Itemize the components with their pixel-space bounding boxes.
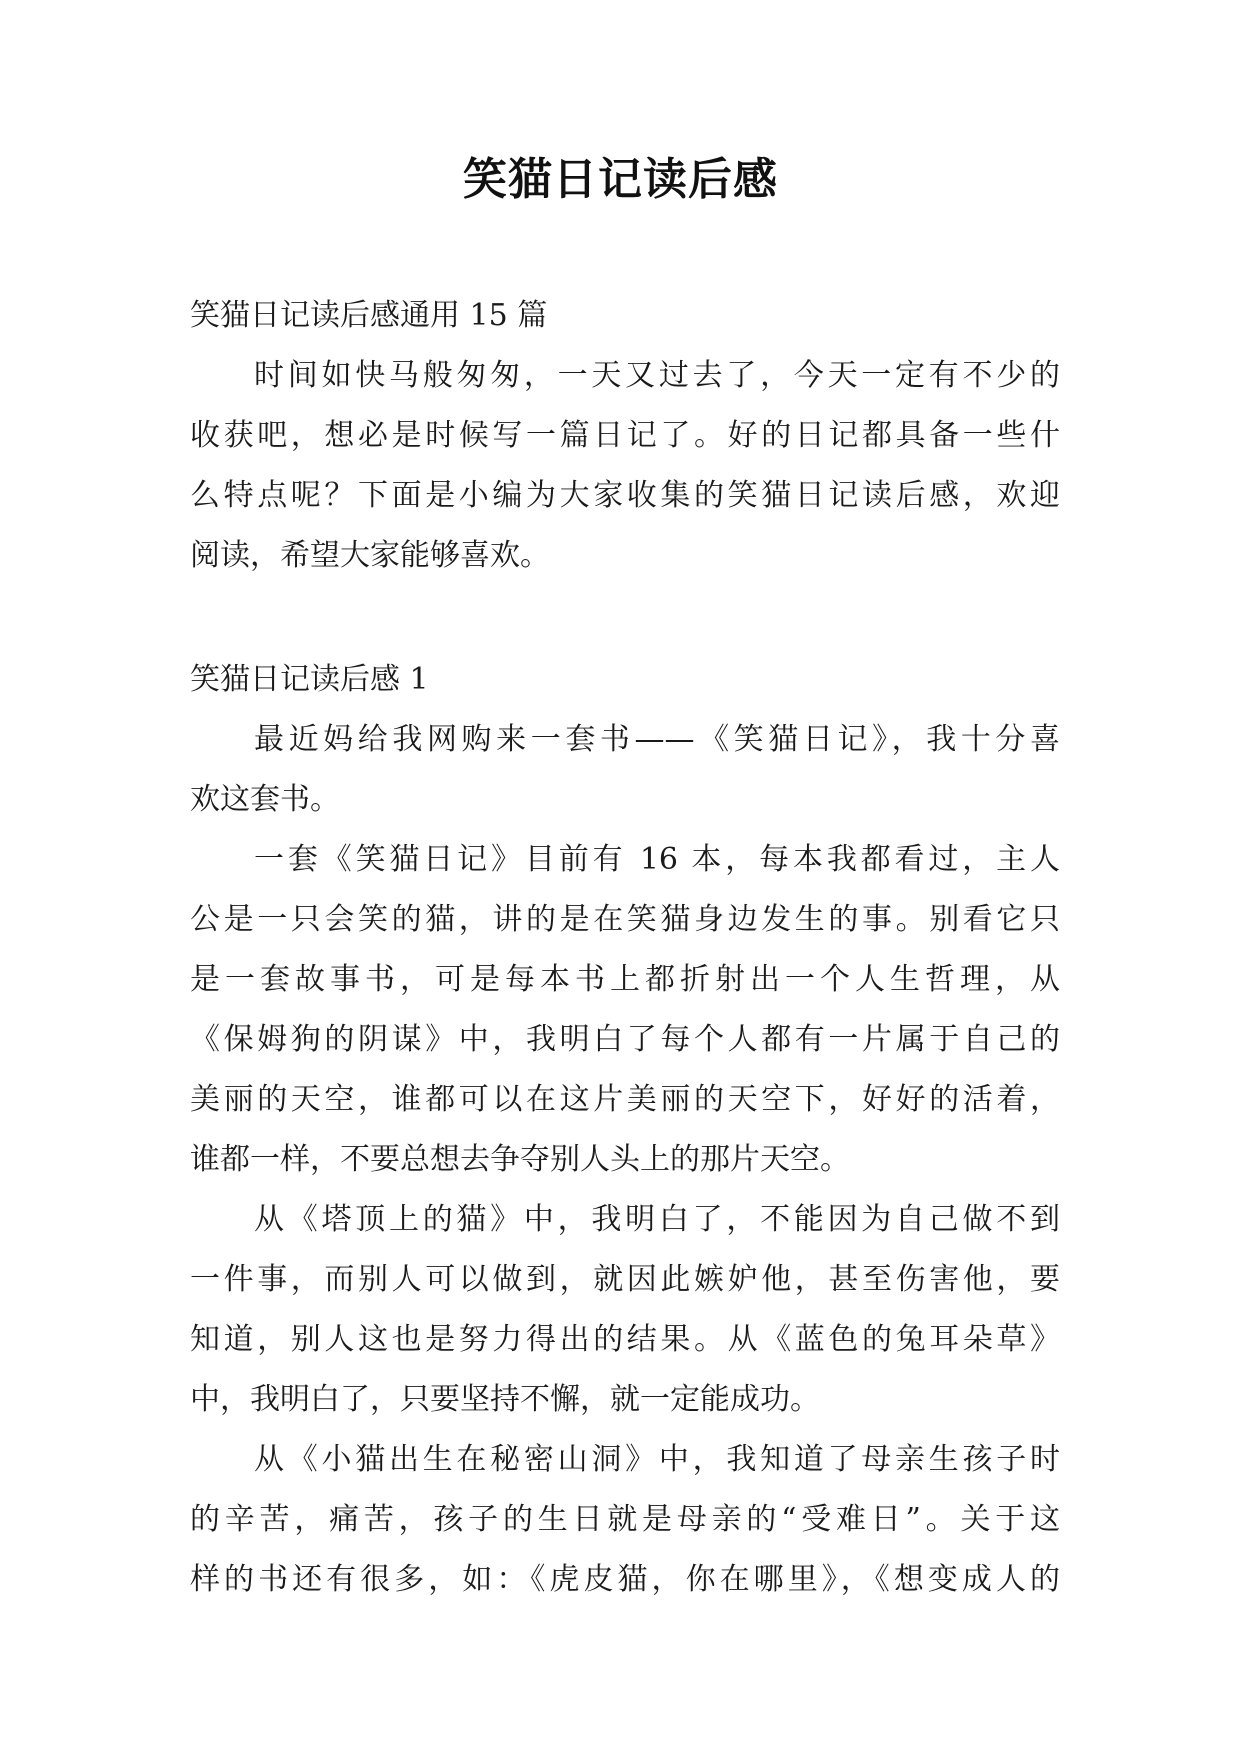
paragraph-line: 的辛苦，痛苦，孩子的生日就是母亲的“受难日”。关于这	[190, 1502, 1060, 1537]
paragraph-line: 中，我明白了，只要坚持不懈，就一定能成功。	[190, 1382, 820, 1417]
intro-line: 阅读，希望大家能够喜欢。	[190, 538, 550, 573]
document-subtitle: 笑猫日记读后感通用 15 篇	[190, 298, 548, 333]
paragraph-line: 一件事，而别人可以做到，就因此嫉妒他，甚至伤害他，要	[190, 1262, 1060, 1297]
intro-line: 时间如快马般匆匆，一天又过去了，今天一定有不少的	[254, 358, 1060, 393]
paragraph-line: 从《塔顶上的猫》中，我明白了，不能因为自己做不到	[254, 1202, 1060, 1237]
paragraph-line: 公是一只会笑的猫，讲的是在笑猫身边发生的事。别看它只	[190, 902, 1060, 937]
paragraph-line: 谁都一样，不要总想去争夺别人头上的那片天空。	[190, 1142, 850, 1177]
paragraph-gap	[190, 586, 1060, 650]
paragraph-line: 最近妈给我网购来一套书——《笑猫日记》，我十分喜	[254, 722, 1060, 757]
paragraph-line: 美丽的天空，谁都可以在这片美丽的天空下，好好的活着，	[190, 1082, 1060, 1117]
intro-line: 么特点呢？下面是小编为大家收集的笑猫日记读后感，欢迎	[190, 478, 1060, 513]
intro-line: 收获吧，想必是时候写一篇日记了。好的日记都具备一些什	[190, 418, 1060, 453]
paragraph-line: 一套《笑猫日记》目前有 16 本，每本我都看过，主人	[254, 842, 1060, 877]
paragraph-line: 样的书还有很多，如：《虎皮猫，你在哪里》，《想变成人的	[190, 1562, 1060, 1597]
paragraph-line: 欢这套书。	[190, 782, 340, 817]
paragraph-line: 《保姆狗的阴谋》中，我明白了每个人都有一片属于自己的	[190, 1022, 1060, 1057]
document-title: 笑猫日记读后感	[463, 154, 778, 205]
paragraph-line: 知道，别人这也是努力得出的结果。从《蓝色的兔耳朵草》	[190, 1322, 1060, 1357]
document-body	[190, 286, 1060, 1610]
paragraph-line: 是一套故事书，可是每本书上都折射出一个人生哲理，从	[190, 962, 1060, 997]
section-heading: 笑猫日记读后感 1	[190, 662, 429, 697]
paragraph-line: 从《小猫出生在秘密山洞》中，我知道了母亲生孩子时	[254, 1442, 1060, 1477]
